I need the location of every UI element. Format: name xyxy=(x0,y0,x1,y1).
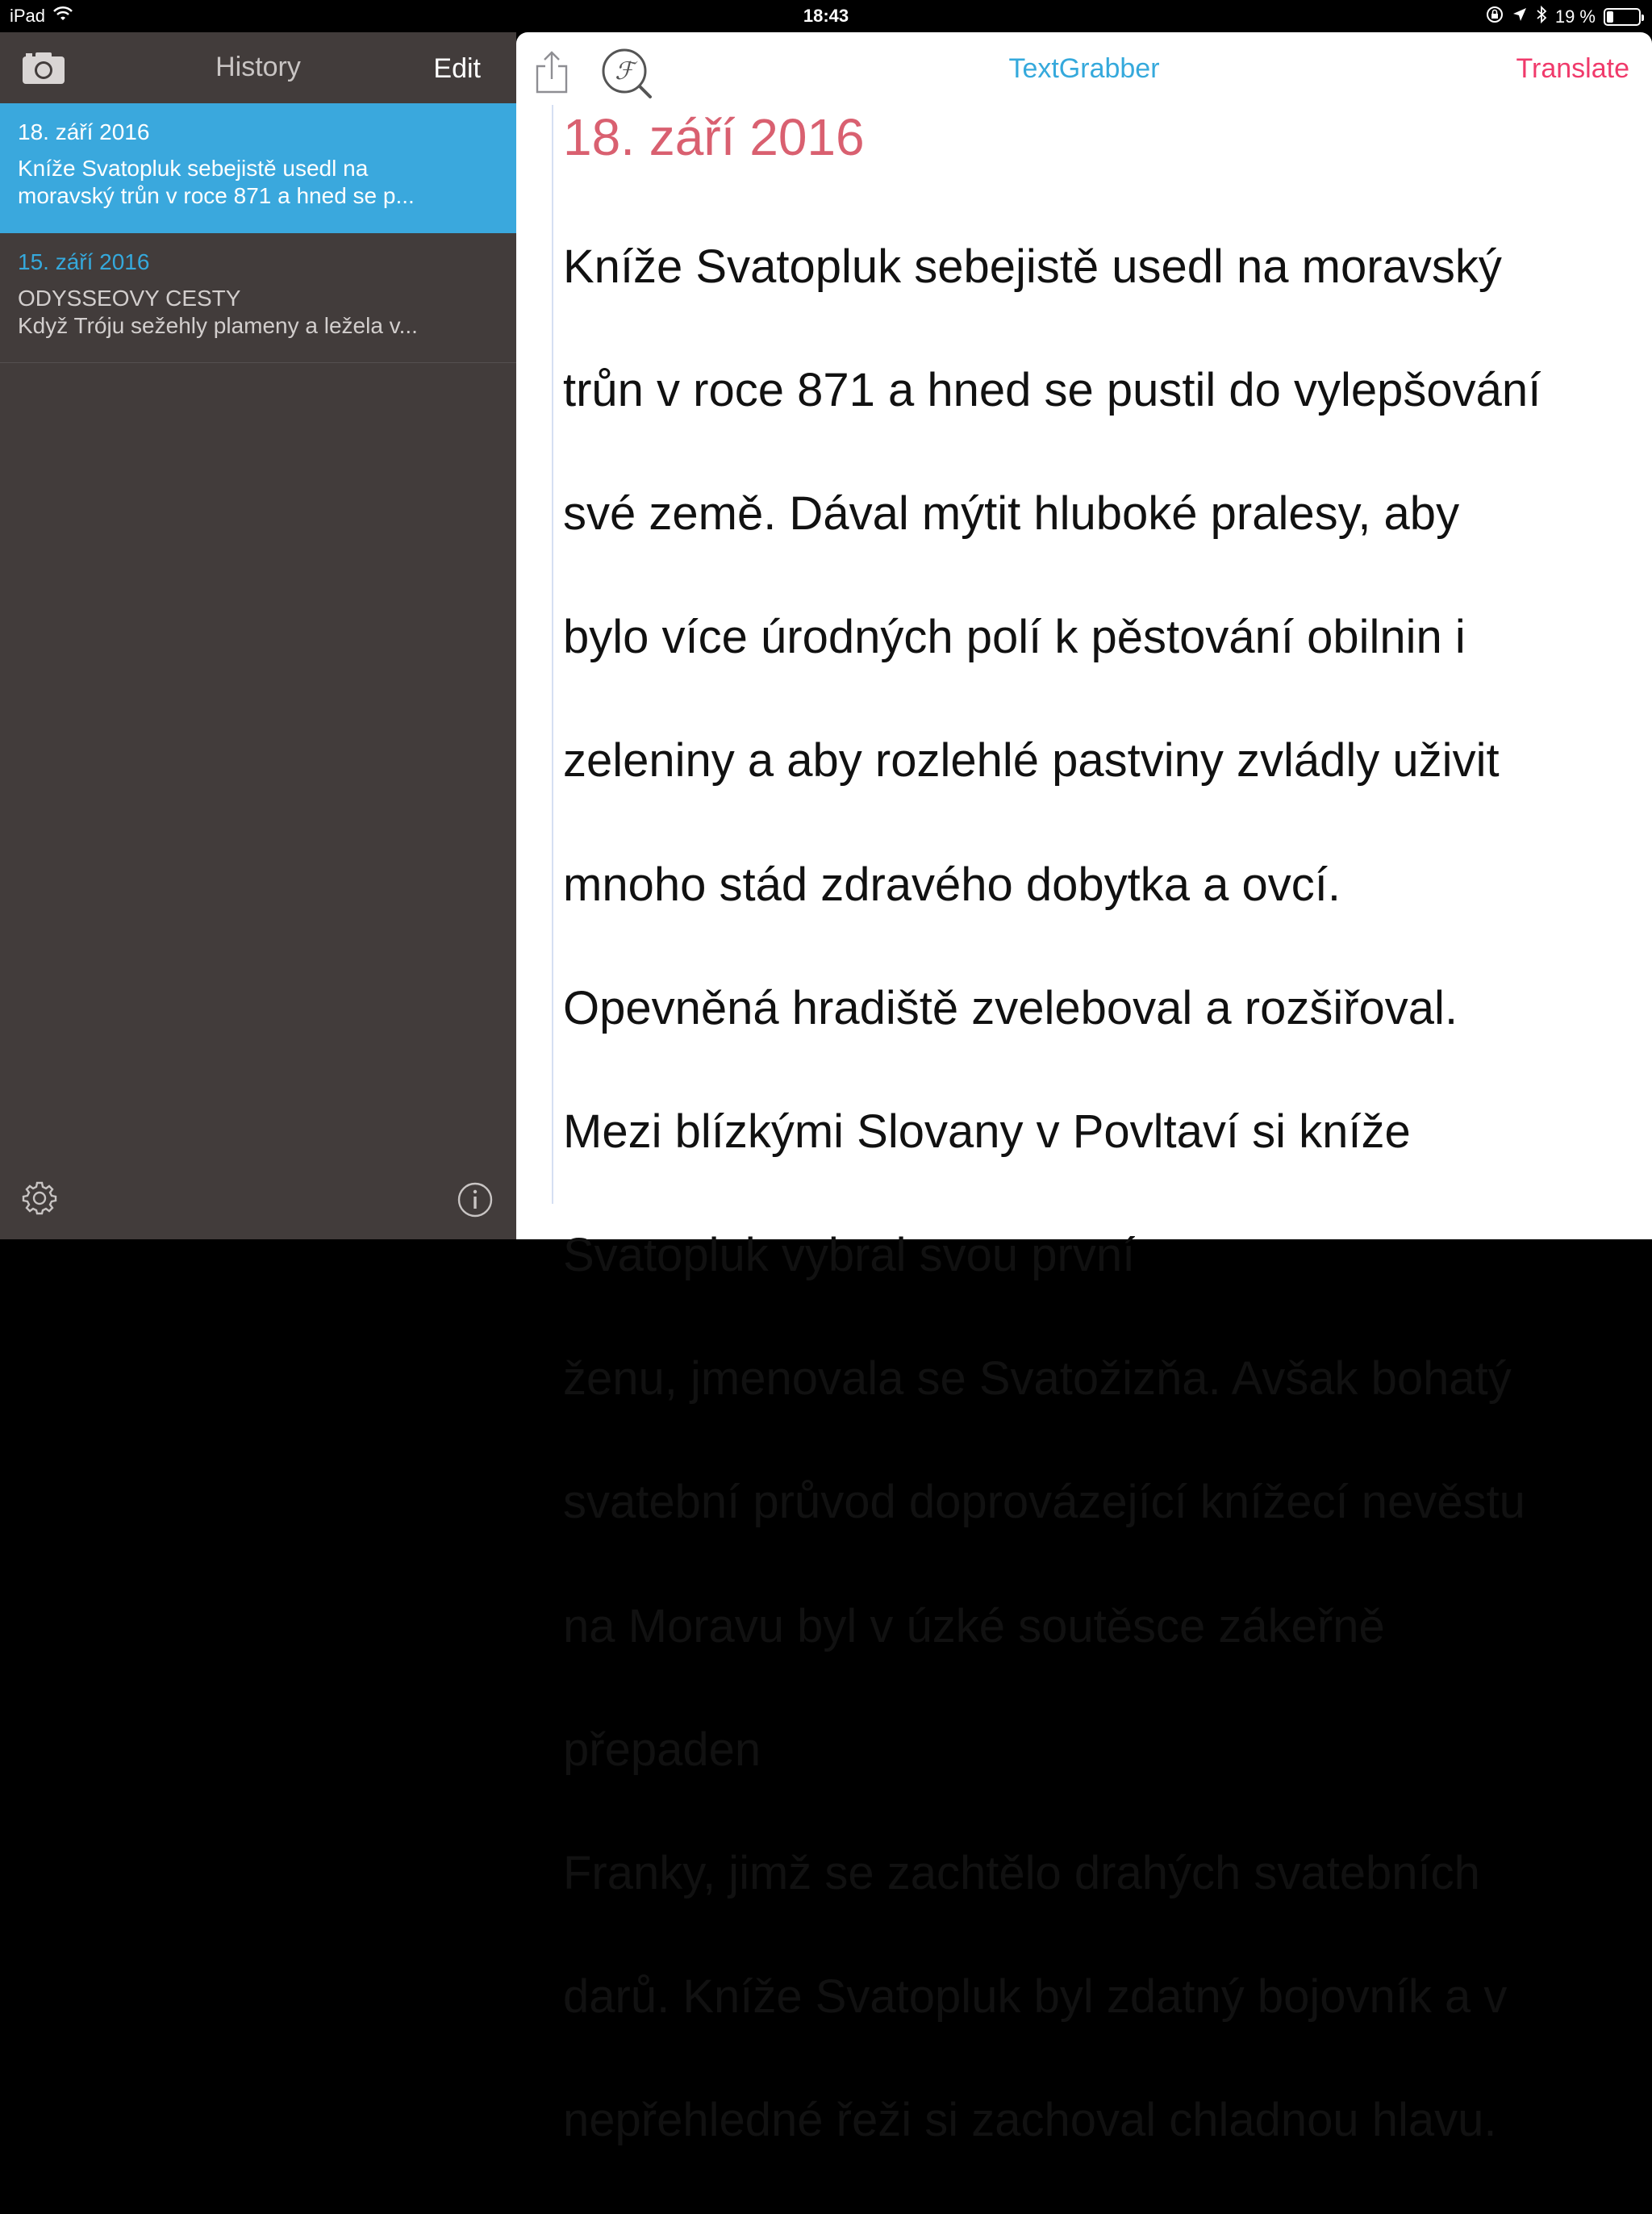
app-title: TextGrabber xyxy=(1008,53,1160,84)
document-line: na Moravu byl v úzké soutěsce zákeřně xyxy=(563,1599,1385,1652)
document-line: Kníže Svatopluk sebejistě usedl na moravský xyxy=(563,240,1502,293)
history-item-preview-line1: Kníže Svatopluk sebejistě usedl na xyxy=(18,156,369,181)
rotation-lock-icon xyxy=(1486,6,1504,28)
document-line: bylo více úrodných polí k pěstování obilnin i xyxy=(563,611,1466,664)
dictionary-lookup-icon xyxy=(600,57,653,103)
document-line: Mezi blízkými Slovany v Povltaví si kníže xyxy=(563,1105,1411,1158)
battery-level-fill xyxy=(1607,11,1613,23)
document-text-area[interactable] xyxy=(552,105,1641,2147)
document-line: nepřehledné řeži si zachoval chladnou hlavu. xyxy=(563,2094,1497,2147)
edit-button[interactable]: Edit xyxy=(433,53,481,84)
share-icon xyxy=(534,85,569,98)
document-line: trůn v roce 871 a hned se pustil do vylepšování xyxy=(563,363,1541,416)
info-button[interactable] xyxy=(457,1181,494,1218)
status-bar xyxy=(0,0,1652,32)
history-list xyxy=(0,103,516,363)
history-item-date: 18. září 2016 xyxy=(18,119,150,144)
document-panel xyxy=(516,32,1652,2147)
document-body xyxy=(563,174,1641,2214)
battery-percentage: 19 % xyxy=(1554,6,1596,27)
history-item-preview-line2: Když Tróju sežehly plameny a ležela v... xyxy=(18,313,418,338)
history-item[interactable] xyxy=(0,103,516,233)
device-name: iPad xyxy=(10,6,46,26)
translate-button[interactable]: Translate xyxy=(1516,53,1629,84)
document-line: Franky, jimž se zachtělo drahých svatebních xyxy=(563,1847,1480,1900)
document-line: svatební průvod doprovázející knížecí nevěstu xyxy=(563,1476,1525,1529)
svg-text:ℱ: ℱ xyxy=(615,57,634,86)
document-line: přepaden xyxy=(563,1723,761,1776)
history-item-preview-line2: moravský trůn v roce 871 a hned se p... xyxy=(18,183,415,208)
battery-icon xyxy=(1604,8,1641,26)
history-item-preview-line1: ODYSSEOVY CESTY xyxy=(18,286,241,311)
info-icon xyxy=(457,1208,494,1222)
history-sidebar xyxy=(0,32,516,1239)
status-time: 18:43 xyxy=(803,6,849,26)
document-line: darů. Kníže Svatopluk byl zdatný bojovník a v xyxy=(563,1970,1508,2024)
document-toolbar xyxy=(516,32,1652,105)
settings-button[interactable] xyxy=(21,1180,58,1217)
document-line: své země. Dával mýtit hluboké pralesy, aby xyxy=(563,487,1460,540)
bluetooth-icon xyxy=(1536,6,1547,28)
sidebar-header xyxy=(0,32,516,103)
location-icon xyxy=(1512,6,1528,27)
history-item[interactable] xyxy=(0,233,516,363)
document-line: mnoho stád zdravého dobytka a ovcí. xyxy=(563,858,1341,911)
document-line: Svatopluk vybral svou první xyxy=(563,1229,1136,1282)
document-date: 18. září 2016 xyxy=(563,108,865,166)
gear-icon xyxy=(21,1206,58,1220)
sidebar-title: History xyxy=(215,52,301,82)
document-line: zeleniny a aby rozlehlé pastviny zvládly uživit xyxy=(563,734,1500,787)
history-item-date: 15. září 2016 xyxy=(18,249,150,274)
document-line: ženu, jmenovala se Svatožizňa. Avšak bohatý xyxy=(563,1352,1512,1406)
document-line: Opevněná hradiště zveleboval a rozšiřoval. xyxy=(563,981,1458,1034)
